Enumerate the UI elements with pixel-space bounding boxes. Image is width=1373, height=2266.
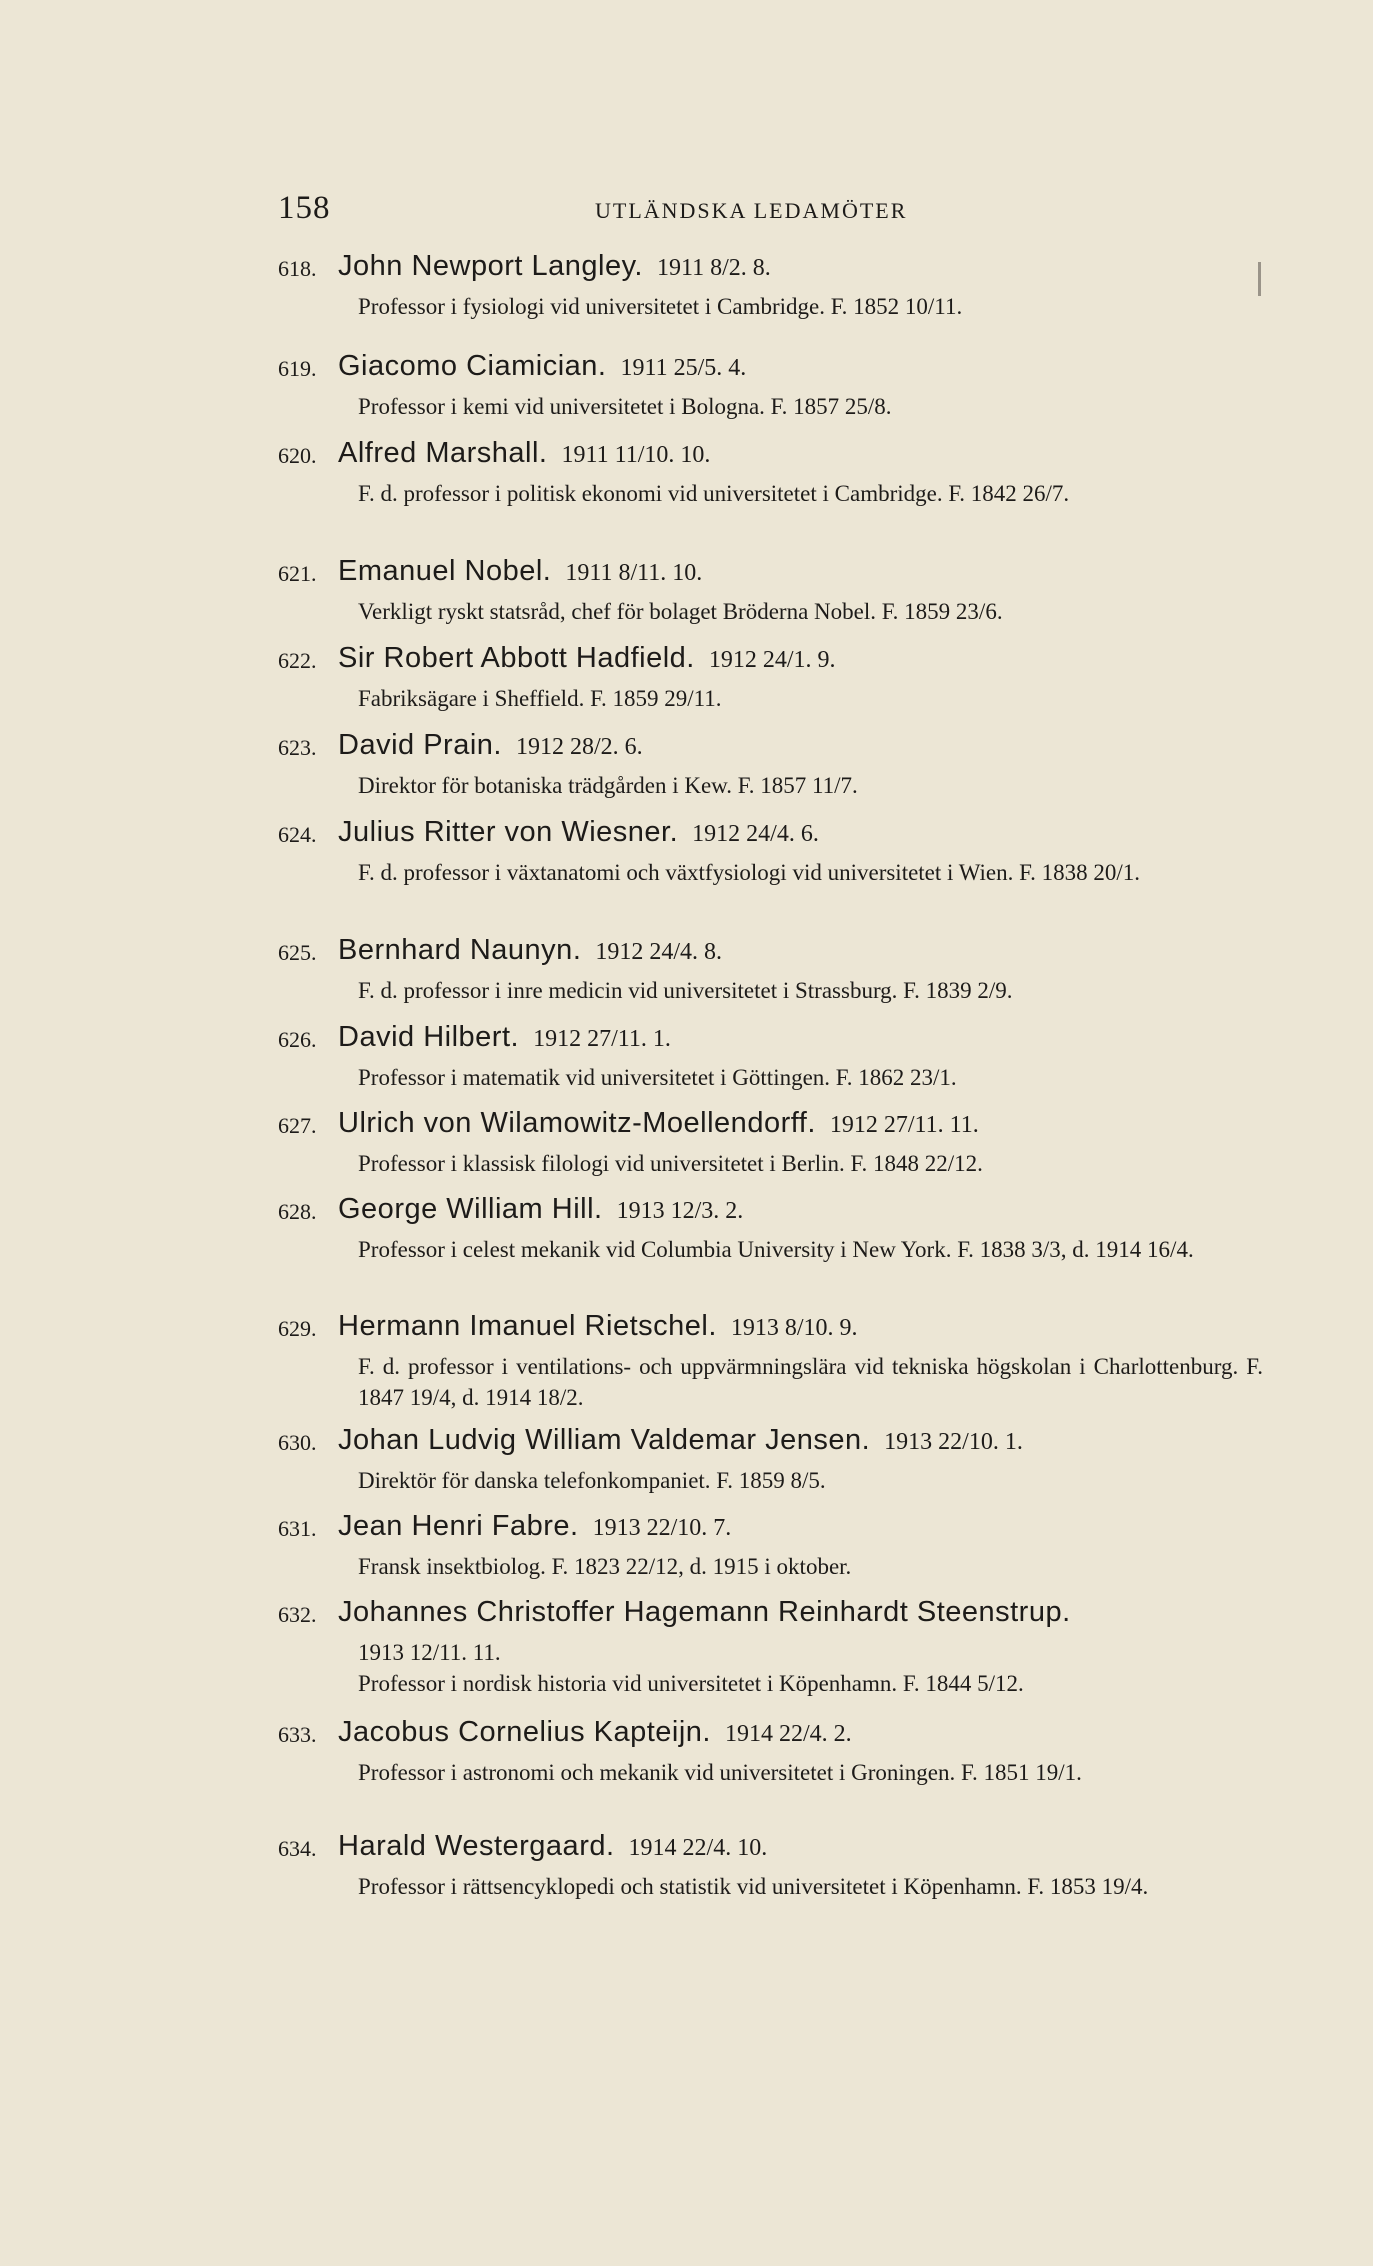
entry-election: 1912 28/2. 6.: [515, 734, 643, 760]
entry-number: 621.: [278, 561, 317, 586]
entry-description: Verkligt ryskt statsråd, chef för bolaget Bröderna Nobel. F. 1859 23/6.: [358, 599, 1003, 624]
entry-name: Sir Robert Abbott Hadfield. 1912 24/1. 9.: [338, 642, 836, 674]
entry-election: 1911 8/2. 8.: [656, 255, 771, 281]
member-entry: [278, 1830, 1263, 1902]
entry-description: F. d. professor i inre medicin vid universitetet i Strassburg. F. 1839 2/9.: [358, 978, 1013, 1003]
entry-election: 1913 22/10. 7.: [592, 1515, 732, 1541]
entry-description: Professor i klassisk filologi vid universitetet i Berlin. F. 1848 22/12.: [358, 1151, 983, 1176]
entry-name: Johan Ludvig William Valdemar Jensen. 1913 22/10. 1.: [338, 1424, 1023, 1456]
member-entry: [278, 1310, 1263, 1413]
member-entry: [278, 1596, 1263, 1699]
entry-name: Giacomo Ciamician. 1911 25/5. 4.: [338, 350, 747, 382]
entry-name: Julius Ritter von Wiesner. 1912 24/4. 6.: [338, 816, 819, 848]
entry-name: Bernhard Naunyn. 1912 24/4. 8.: [338, 934, 723, 966]
entry-number: 627.: [278, 1113, 317, 1138]
entry-number: 629.: [278, 1316, 317, 1341]
page-header: [278, 190, 1258, 230]
entry-description: Professor i nordisk historia vid universitetet i Köpenhamn. F. 1844 5/12.: [358, 1671, 1024, 1696]
entry-election: 1914 22/4. 10.: [628, 1835, 768, 1861]
entry-number: 630.: [278, 1430, 317, 1455]
entry-election: 1913 12/3. 2.: [616, 1198, 744, 1224]
entry-number: 633.: [278, 1722, 317, 1747]
entry-election: 1914 22/4. 2.: [724, 1721, 852, 1747]
running-title: UTLÄNDSKA LEDAMÖTER: [595, 198, 908, 223]
entry-name: Ulrich von Wilamowitz-Moellendorff. 1912 27/11. 11.: [338, 1107, 979, 1139]
entry-election: 1913 8/10. 9.: [730, 1315, 858, 1341]
entry-number: 631.: [278, 1516, 317, 1541]
entry-election: 1913 22/10. 1.: [884, 1429, 1023, 1455]
entry-description: Professor i fysiologi vid universitetet i Cambridge. F. 1852 10/11.: [358, 294, 963, 319]
entry-description: Professor i astronomi och mekanik vid universitetet i Groningen. F. 1851 19/1.: [358, 1760, 1082, 1785]
entry-description: Direktör för danska telefonkompaniet. F. 1859 8/5.: [358, 1468, 826, 1493]
member-entry: [278, 729, 1263, 801]
entry-number: 618.: [278, 256, 317, 281]
entry-description: Professor i rättsencyklopedi och statistik vid universitetet i Köpenhamn. F. 1853 19/4.: [358, 1874, 1149, 1899]
entry-name: Jacobus Cornelius Kapteijn. 1914 22/4. 2.: [338, 1716, 852, 1748]
entry-number: 626.: [278, 1027, 317, 1052]
entry-election: 1912 27/11. 1.: [533, 1026, 671, 1052]
entry-number: 620.: [278, 443, 317, 468]
entry-name: Harald Westergaard. 1914 22/4. 10.: [338, 1830, 768, 1862]
entry-number: 625.: [278, 940, 317, 965]
member-entry: [278, 642, 1263, 714]
entry-number: 632.: [278, 1602, 317, 1627]
entry-election: 1911 25/5. 4.: [620, 355, 747, 381]
entry-name: Alfred Marshall. 1911 11/10. 10.: [338, 437, 711, 469]
entry-name: George William Hill. 1913 12/3. 2.: [338, 1193, 744, 1225]
entry-election: 1912 24/4. 6.: [692, 821, 819, 847]
entry-number: 624.: [278, 822, 317, 847]
entry-description: Fabriksägare i Sheffield. F. 1859 29/11.: [358, 686, 722, 711]
entry-name: John Newport Langley. 1911 8/2. 8.: [338, 250, 771, 282]
member-entry: [278, 934, 1263, 1006]
member-entry: [278, 350, 1263, 422]
member-entry: [278, 555, 1263, 627]
entry-description: F. d. professor i ventilations- och uppvärmningslära vid tekniska högskolan i Charlottenburg. F. 1847 19/4, d. 1914 18/2.: [358, 1354, 1263, 1410]
member-entry: [278, 1424, 1263, 1496]
entry-description: Direktor för botaniska trädgården i Kew. F. 1857 11/7.: [358, 773, 858, 798]
entry-name: Johannes Christoffer Hagemann Reinhardt Steenstrup.: [338, 1596, 1071, 1628]
entry-description: Professor i matematik vid universitetet i Göttingen. F. 1862 23/1.: [358, 1065, 957, 1090]
entry-number: 619.: [278, 356, 317, 381]
member-entry: [278, 250, 1263, 322]
page-number: 158: [278, 190, 331, 226]
entry-election: 1911 11/10. 10.: [561, 442, 711, 468]
member-entry: [278, 1021, 1263, 1093]
entry-name: David Hilbert. 1912 27/11. 1.: [338, 1021, 671, 1053]
entry-description: Professor i kemi vid universitetet i Bologna. F. 1857 25/8.: [358, 394, 892, 419]
entry-number: 628.: [278, 1199, 317, 1224]
entry-description: Fransk insektbiolog. F. 1823 22/12, d. 1915 i oktober.: [358, 1554, 852, 1579]
member-entry: [278, 1107, 1263, 1179]
entry-name: David Prain. 1912 28/2. 6.: [338, 729, 643, 761]
member-entry: [278, 437, 1263, 509]
entry-number: 623.: [278, 735, 317, 760]
entry-election: 1912 27/11. 11.: [829, 1112, 979, 1138]
entry-election: 1912 24/1. 9.: [708, 647, 836, 673]
entry-description: Professor i celest mekanik vid Columbia University i New York. F. 1838 3/3, d. 1914 16/4.: [358, 1237, 1194, 1262]
entry-name: Jean Henri Fabre. 1913 22/10. 7.: [338, 1510, 732, 1542]
entry-number: 622.: [278, 648, 317, 673]
entry-election: 1912 24/4. 8.: [595, 939, 723, 965]
entry-election: 1911 8/11. 10.: [565, 560, 703, 586]
member-entry: [278, 816, 1263, 888]
entry-name: Hermann Imanuel Rietschel. 1913 8/10. 9.: [338, 1310, 858, 1342]
entry-name: Emanuel Nobel. 1911 8/11. 10.: [338, 555, 703, 587]
entry-description: F. d. professor i politisk ekonomi vid universitetet i Cambridge. F. 1842 26/7.: [358, 481, 1070, 506]
entry-description: F. d. professor i växtanatomi och växtfysiologi vid universitetet i Wien. F. 1838 20/1.: [358, 860, 1140, 885]
member-entry: [278, 1510, 1263, 1582]
member-entry: [278, 1716, 1263, 1788]
entry-election: 1913 12/11. 11.: [358, 1640, 501, 1665]
member-entry: [278, 1193, 1263, 1265]
entry-number: 634.: [278, 1836, 317, 1861]
